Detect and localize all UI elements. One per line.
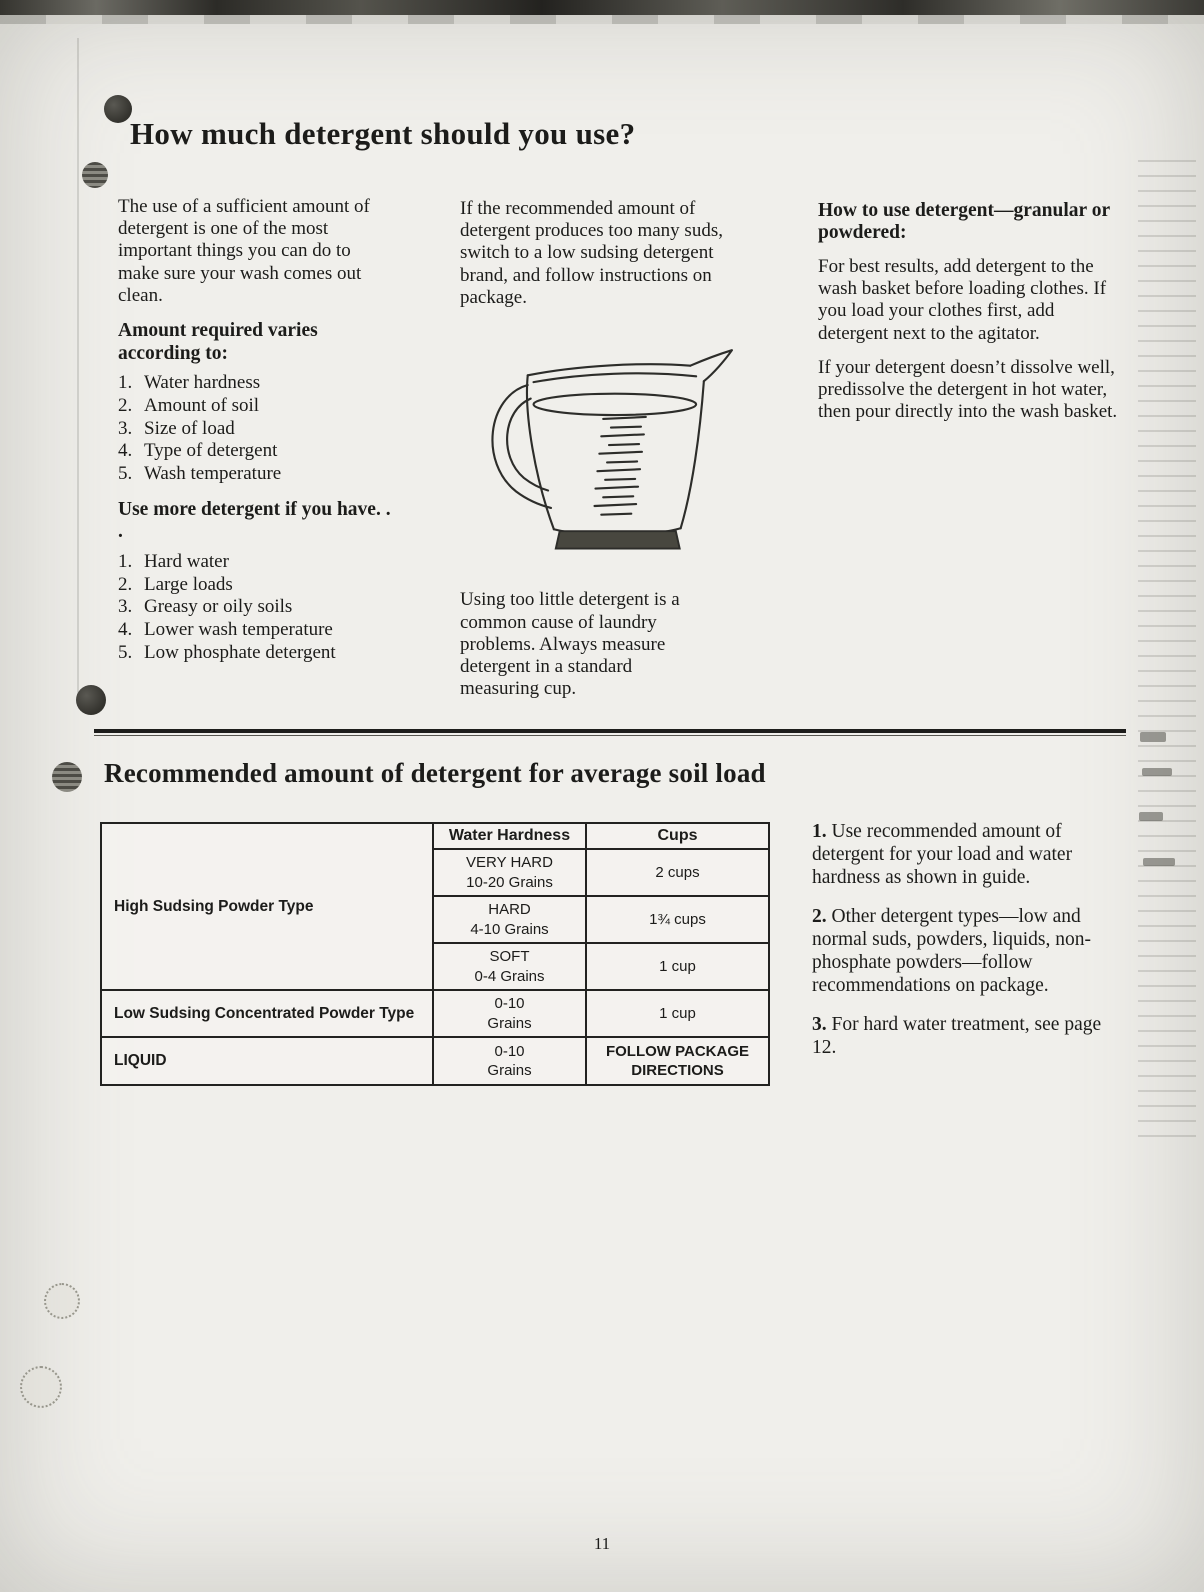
list-item: 3. Greasy or oily soils — [118, 596, 293, 618]
hole-punch-dot — [104, 95, 132, 123]
too-little-paragraph: Using too little detergent is a common cause of laundry problems. Always measure detergent in a standard measuring cup. — [460, 589, 680, 700]
hardness-cell: 0-10 Grains — [433, 1037, 586, 1085]
hardness-cell: 0-10 Grains — [433, 990, 586, 1037]
list-item: 1. Water hardness — [118, 371, 261, 393]
scan-top-band-light — [0, 15, 1204, 24]
detergent-amount-table — [100, 822, 770, 1086]
dissolve-paragraph: If your detergent doesn’t dissolve well, predissolve the detergent in hot water, then pour directly into the wash basket. — [818, 356, 1118, 423]
section-title: Recommended amount of detergent for average soil load — [104, 758, 766, 788]
column-left — [118, 196, 392, 665]
scan-smudge — [1139, 812, 1163, 821]
page-title: How much detergent should you use? — [130, 116, 636, 151]
cups-cell: FOLLOW PACKAGE DIRECTIONS — [586, 1037, 769, 1085]
row-label-low-sudsing: Low Sudsing Concentrated Powder Type — [101, 990, 433, 1037]
hardness-cell: SOFT 0-4 Grains — [433, 943, 586, 990]
scan-left-edge — [77, 38, 79, 703]
guide-notes — [812, 820, 1122, 1075]
scan-smudge — [1140, 732, 1166, 742]
list-item: 2. Large loads — [118, 573, 233, 595]
scan-smudge — [1142, 768, 1172, 776]
row-label-liquid: LIQUID — [101, 1037, 433, 1085]
scan-right-noise — [1138, 160, 1196, 1150]
note-item: 2. Other detergent types—low and normal suds, powders, liquids, non-phosphate powders—follow recommendations on package. — [812, 906, 1091, 996]
list-item: 4. Type of detergent — [118, 440, 278, 462]
use-more-list — [118, 551, 392, 665]
row-label-high-sudsing: High Sudsing Powder Type — [101, 823, 433, 990]
section-divider — [94, 729, 1126, 736]
cups-cell: 1 cup — [586, 990, 769, 1037]
measuring-cup-icon — [460, 325, 760, 567]
column-middle — [460, 198, 766, 712]
list-item: 5. Low phosphate detergent — [118, 641, 336, 663]
hardness-cell: HARD 4-10 Grains — [433, 896, 586, 943]
granular-heading: How to use detergent—granular or powdered: — [818, 200, 1110, 244]
hole-punch-dot — [52, 762, 82, 792]
hole-punch-ring — [44, 1283, 80, 1319]
measuring-cup-illustration — [460, 325, 766, 573]
hole-punch-dot — [82, 162, 108, 188]
intro-paragraph: The use of a sufficient amount of detergent is one of the most important things you can do to make sure your wash comes out clean. — [118, 196, 370, 306]
list-item: 3. Size of load — [118, 417, 235, 439]
page-number: 11 — [593, 1534, 611, 1553]
detergent-table-wrap — [100, 822, 770, 1086]
best-results-paragraph: For best results, add detergent to the wash basket before loading clothes. If you load your clothes first, add detergent next to the agitator. — [818, 255, 1107, 344]
hole-punch-dot — [76, 685, 106, 715]
note-item: 1. Use recommended amount of detergent for your load and water hardness as shown in guide. — [812, 821, 1073, 888]
varies-list — [118, 372, 392, 486]
list-item: 5. Wash temperature — [118, 463, 282, 485]
cups-cell: 2 cups — [586, 849, 769, 896]
column-right — [818, 200, 1120, 435]
suds-paragraph: If the recommended amount of detergent produces too many suds, switch to a low sudsing detergent brand, and follow instructions on package. — [460, 198, 723, 308]
cups-cell: 1¾ cups — [586, 896, 769, 943]
list-item: 2. Amount of soil — [118, 394, 260, 416]
list-item: 1. Hard water — [118, 550, 229, 572]
list-item: 4. Lower wash temperature — [118, 619, 333, 641]
hardness-cell: VERY HARD 10-20 Grains — [433, 849, 586, 896]
note-item: 3. For hard water treatment, see page 12. — [812, 1014, 1102, 1058]
col-header-water-hardness: Water Hardness — [433, 823, 586, 849]
scan-top-band — [0, 0, 1204, 15]
use-more-heading: Use more detergent if you have. . . — [118, 498, 391, 543]
scan-smudge — [1143, 858, 1175, 866]
hole-punch-ring — [20, 1366, 62, 1408]
cups-cell: 1 cup — [586, 943, 769, 990]
varies-heading: Amount required varies according to: — [118, 320, 318, 364]
col-header-cups: Cups — [586, 823, 769, 849]
